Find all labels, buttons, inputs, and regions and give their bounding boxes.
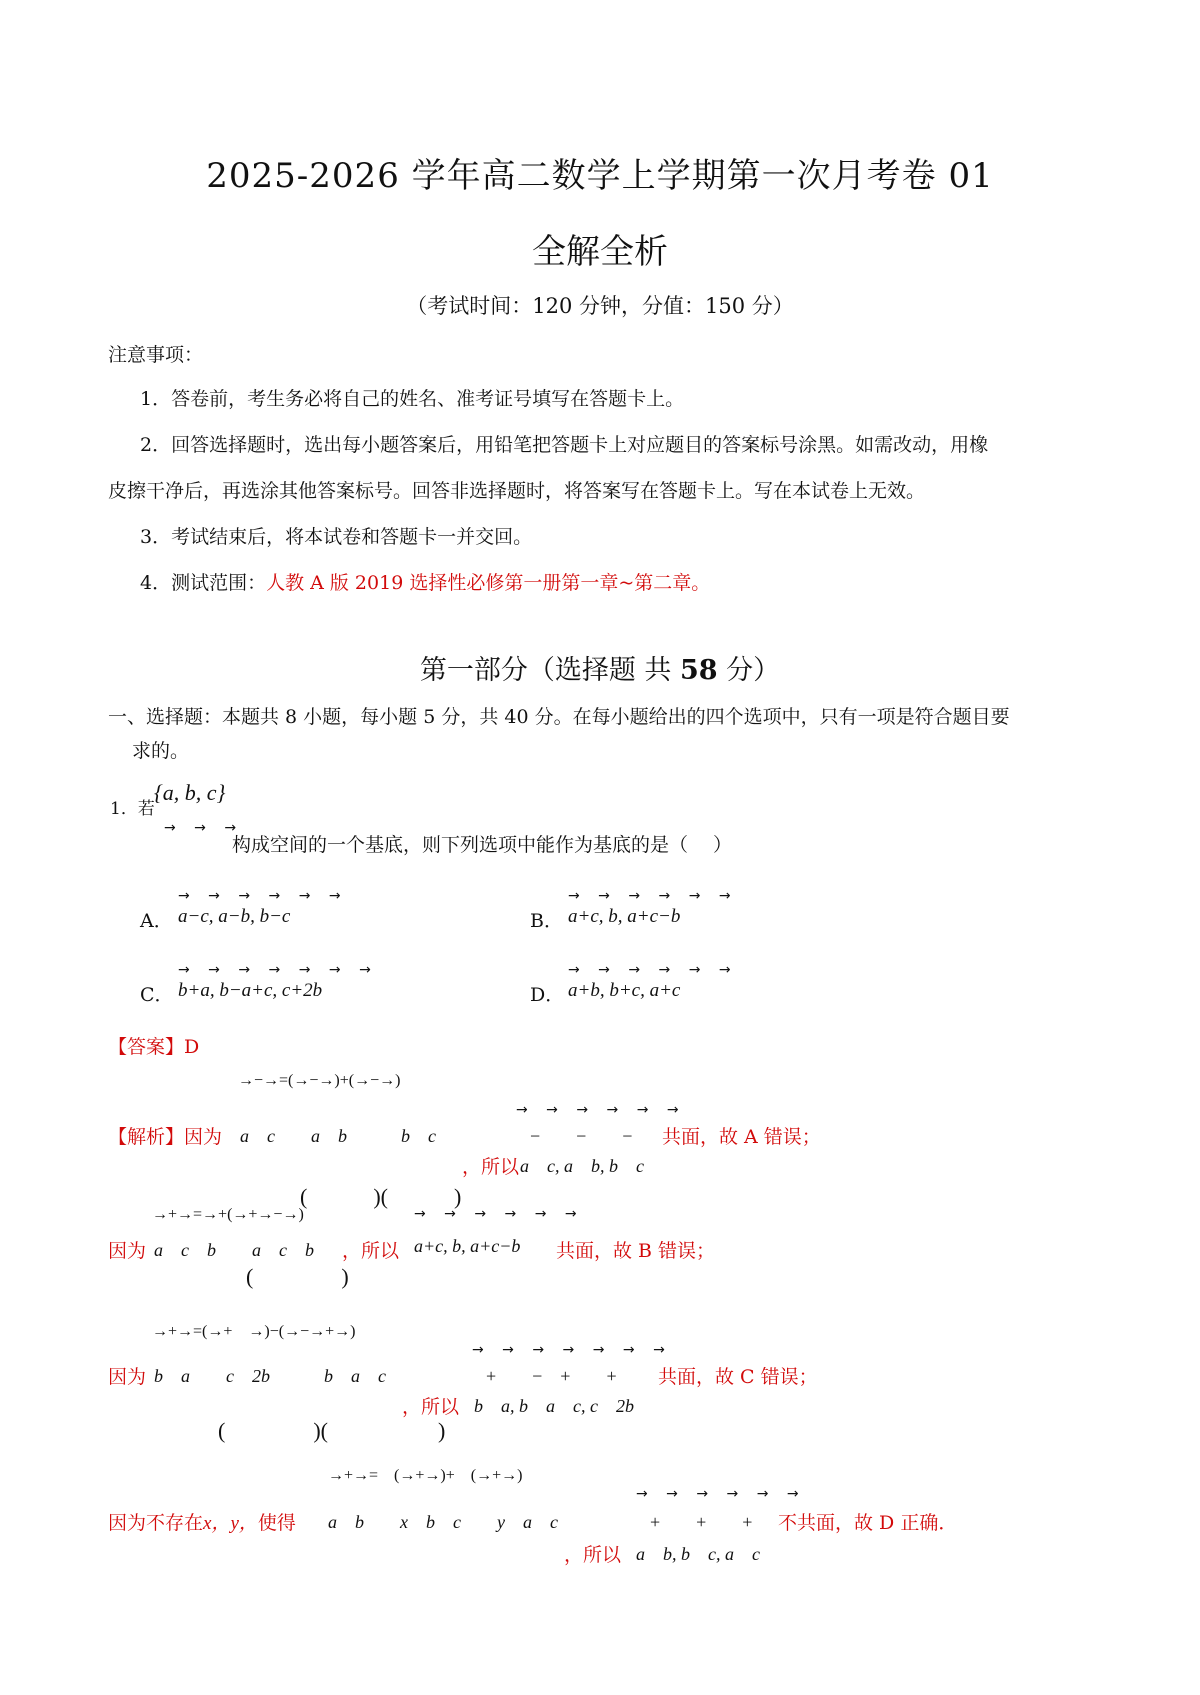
analysis-d-lead-text: 因为不存在 xyxy=(108,1512,204,1534)
analysis-d-expr: a b x b c y a c xyxy=(328,1512,558,1532)
analysis-c-lead: 因为 xyxy=(108,1366,147,1388)
notice-item-4-prefix: 4．测试范围： xyxy=(140,572,267,594)
section-title-suffix: 分） xyxy=(717,655,781,686)
analysis-c-signs: + − + + xyxy=(486,1366,617,1386)
analysis-a-arrows: → → → → → → xyxy=(516,1102,686,1118)
notice-item-1: 1．答卷前，考生务必将自己的姓名、准考证号填写在答题卡上。 xyxy=(140,388,685,410)
option-b-label: B． xyxy=(530,910,563,932)
analysis-label: 【解析】因为 xyxy=(108,1126,223,1148)
analysis-d-arrows: → → → → → → xyxy=(636,1486,806,1502)
option-a-label: A． xyxy=(140,910,173,932)
section-title xyxy=(0,648,1200,687)
analysis-b-so: ，所以 xyxy=(342,1240,400,1262)
analysis-b-expr-top: →+→=→+(→+→−→) xyxy=(152,1206,304,1223)
analysis-c-expr-top: →+→=(→+ →)−(→−→+→) xyxy=(152,1323,356,1340)
option-a-text: a−c, a−b, b−c xyxy=(178,906,291,927)
analysis-d-lead xyxy=(108,1508,296,1535)
analysis-c-so-expr: b a, b a c, c 2b xyxy=(474,1396,634,1416)
analysis-c-so: ，所以 xyxy=(402,1396,460,1418)
test-range: 人教 A 版 2019 选择性必修第一册第一章~第二章。 xyxy=(266,572,711,594)
option-a-arrows: → → → → → → xyxy=(178,888,348,904)
analysis-a-signs: − − − xyxy=(530,1126,633,1146)
instructions-line-1: 一、选择题：本题共 8 小题，每小题 5 分，共 40 分。在每小题给出的四个选项中，只有一项是符合题目要 xyxy=(108,706,1010,728)
analysis-d-xy: x，y， xyxy=(203,1513,258,1534)
analysis-c-expr: b a c 2b b a c xyxy=(154,1366,386,1386)
option-c-arrows: → → → → → → → xyxy=(178,962,378,978)
analysis-a-so-expr: a c, a b, b c xyxy=(520,1156,644,1176)
analysis-a-expr-top: →−→=(→−→)+(→−→) xyxy=(238,1072,401,1089)
analysis-b-arrows: → → → → → → xyxy=(414,1206,584,1222)
analysis-b-result: 共面，故 B 错误； xyxy=(556,1240,716,1262)
analysis-b-lead: 因为 xyxy=(108,1240,147,1262)
question-set: {a, b, c} xyxy=(154,780,226,805)
analysis-d-expr-top: →+→= (→+→)+ (→+→) xyxy=(328,1467,523,1484)
analysis-d-signs: + + + xyxy=(650,1512,753,1532)
analysis-c-arrows: → → → → → → → xyxy=(472,1342,672,1358)
notice-heading: 注意事项： xyxy=(108,344,204,366)
option-d-label: D． xyxy=(530,984,565,1006)
analysis-a-expr: a c a b b c xyxy=(240,1126,436,1146)
analysis-d-mid: 使得 xyxy=(257,1512,296,1534)
section-instructions xyxy=(108,700,1098,768)
analysis-c-result: 共面，故 C 错误； xyxy=(658,1366,818,1388)
section-title-prefix: 第一部分（选择题 共 xyxy=(419,655,680,686)
notice-item-2-line-2: 皮擦干净后，再选涂其他答案标号。回答非选择题时，将答案写在答题卡上。写在本试卷上无效。 xyxy=(108,480,926,502)
option-c-label: C． xyxy=(140,984,174,1006)
analysis-a-parens: ( )( ) xyxy=(300,1184,462,1209)
analysis-a-so: ，所以 xyxy=(462,1156,520,1178)
question-stem: 构成空间的一个基底，则下列选项中能作为基底的是（ ） xyxy=(232,834,733,856)
notice-item-2-line-1: 2．回答选择题时，选出每小题答案后，用铅笔把答题卡上对应题目的答案标号涂黑。如需改动，用橡 xyxy=(140,434,989,456)
exam-subtitle: 全解全析 xyxy=(532,232,668,272)
option-d-text: a+b, b+c, a+c xyxy=(568,980,681,1001)
option-d-arrows: → → → → → → xyxy=(568,962,738,978)
question-number: 1．若 xyxy=(110,799,155,819)
analysis-a-result: 共面，故 A 错误； xyxy=(662,1126,821,1148)
analysis-b-parens: ( ) xyxy=(246,1264,349,1289)
option-c-text: b+a, b−a+c, c+2b xyxy=(178,980,323,1001)
option-b-text: a+c, b, a+c−b xyxy=(568,906,681,927)
analysis-b-so-expr: a+c, b, a+c−b xyxy=(414,1236,521,1256)
analysis-d-result: 不共面，故 D 正确． xyxy=(778,1512,958,1534)
section-score: 58 xyxy=(680,655,718,686)
option-b-arrows: → → → → → → xyxy=(568,888,738,904)
exam-title: 2025-2026 学年高二数学上学期第一次月考卷 01 xyxy=(206,156,994,196)
exam-info: （考试时间：120 分钟，分值：150 分） xyxy=(406,294,794,318)
question-set-arrows: → → → xyxy=(164,820,244,836)
analysis-d-so: ，所以 xyxy=(564,1544,622,1566)
instructions-line-2: 求的。 xyxy=(132,740,190,762)
answer-label: 【答案】D xyxy=(108,1036,200,1058)
analysis-c-parens: ( )( ) xyxy=(218,1418,446,1443)
analysis-b-expr: a c b a c b xyxy=(154,1240,314,1260)
notice-item-4 xyxy=(140,568,710,595)
analysis-d-so-expr: a b, b c, a c xyxy=(636,1544,760,1564)
notice-item-3: 3．考试结束后，将本试卷和答题卡一并交回。 xyxy=(140,526,533,548)
